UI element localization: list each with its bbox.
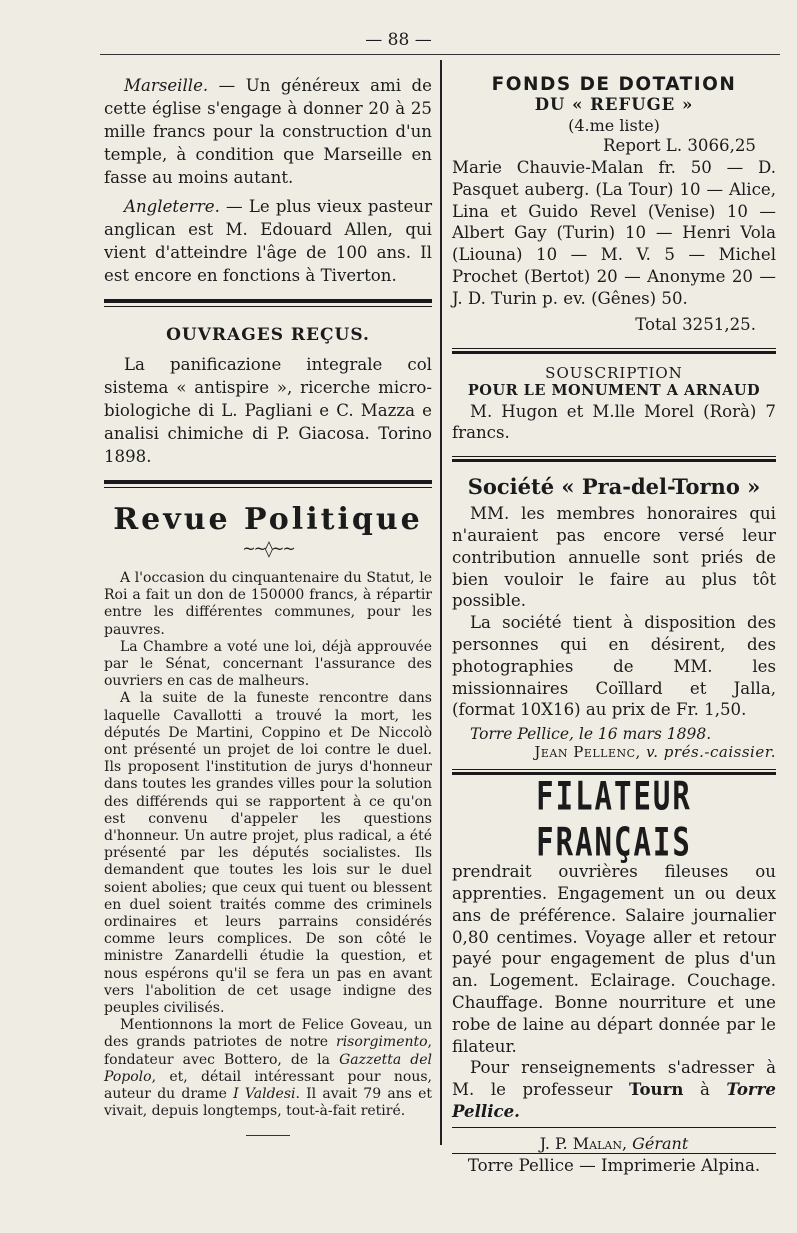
ouvrages-heading: OUVRAGES REÇUS. <box>166 325 370 345</box>
filateur-contact: Pour renseignements s'adresser à M. le professeur Tourn à Torre Pellice. <box>452 1058 776 1121</box>
gerant-line: J. P. Malan, Gérant <box>539 1133 689 1153</box>
fonds-liste: (4.me liste) <box>568 116 660 135</box>
left-column <box>104 74 432 1136</box>
section-rule <box>452 456 776 462</box>
section-rule-thin <box>104 306 432 307</box>
souscription-label: SOUSCRIPTION <box>545 363 683 382</box>
printer-line: Torre Pellice — Imprimerie Alpina. <box>467 1155 761 1175</box>
revue-paragraph: A la suite de la funeste rencontre dans laquelle Cavallotti a trouvé la mort, les députés De Martini, Coppino et De Niccolò ont présenté un projet de loi contre le duel. Ils proposent l'institution de jurys d'honneur dans toutes les grandes villes pour la solution des différends qui se rapportent à ce qu'on est convenu d'appeler les questions d'honneur. Un autre projet, plus radical, a été présenté par les députés socialistes. Ils demandent que toutes les lois sur le duel soient abolies; que ceux qui tuent ou blessent en duel soient traités comme des criminels ordinaires et leurs parrains considérés comme leurs complices. De son côté le ministre Zanardelli étudie la question, et nous espérons qu'il se fera un pas en avant vers l'abolition de cet usage indigne des peuples civilisés. <box>104 690 432 1017</box>
revue-paragraph: La Chambre a voté une loi, déjà approuvée par le Sénat, concernant l'assurance des ouvriers en cas de malheurs. <box>104 638 432 690</box>
fonds-donors: Marie Chauvie-Malan fr. 50 — D. Pasquet auberg. (La Tour) 10 — Alice, Lina et Guido Revel (Venise) 10 — Albert Gay (Turin) 10 — Henri Vola (Liouna) 10 — M. V. 5 — Michel Prochet (Bertot) 20 — Anonyme 20 — J. D. Turin p. ev. (Gênes) 50. <box>452 158 776 308</box>
fonds-total: Total 3251,25. <box>635 314 756 334</box>
societe-title: Société « Pra-del-Torno » <box>467 474 761 500</box>
column-divider <box>440 60 442 1145</box>
ornament: ~~◊~~ <box>242 539 294 558</box>
section-rule <box>452 348 776 354</box>
societe-date: Torre Pellice, le 16 mars 1898. <box>470 725 712 744</box>
societe-paragraph: La société tient à disposition des personnes qui en désirent, des photographies de MM. les missionnaires Coïllard et Jalla, (format 10X16) au prix de Fr. 1,50. <box>452 613 776 720</box>
revue-politique-heading: Revue Politique <box>113 502 423 537</box>
news-item-marseille: Marseille. — Un généreux ami de cette église s'engage à donner 20 à 25 mille francs pour la construction d'un temple, à condition que Marseille en fasse au moins autant. <box>104 76 432 187</box>
societe-paragraph: MM. les membres honoraires qui n'auraient pas encore versé leur contribution annuelle sont priés de bien vouloir le faire au plus tôt possible. <box>452 504 776 611</box>
revue-paragraph-goveau: Mentionnons la mort de Felice Goveau, un des grands patriotes de notre risorgimento, fondateur avec Bottero, de la Gazzetta del Popolo, et, détail intéressant pour nous, auteur du drame I Valdesi. Il avait 79 ans et vivait, depuis longtemps, tout-à-fait retiré. <box>104 1017 432 1120</box>
page-number: — 88 — <box>365 30 432 50</box>
souscription-text: M. Hugon et M.lle Morel (Rorà) 7 francs. <box>452 401 776 443</box>
societe-signature: Jean Pellenc, v. prés.-caissier. <box>534 743 776 762</box>
section-rule <box>104 480 432 484</box>
revue-paragraph: A l'occasion du cinquantenaire du Statut, le Roi a fait un don de 150000 francs, à répartir entre les différentes communes, pour les pauvres. <box>104 570 432 638</box>
section-rule-thin <box>104 487 432 488</box>
footer-rule <box>452 1127 776 1128</box>
end-rule <box>246 1135 290 1136</box>
fonds-report: Report L. 3066,25 <box>603 136 756 155</box>
souscription-title: POUR LE MONUMENT A ARNAUD <box>467 381 761 399</box>
header-rule <box>100 54 780 55</box>
filateur-heading: FILATEUR FRANÇAIS <box>536 773 692 866</box>
filateur-text: prendrait ouvrières fileuses ou apprenties. Engagement un ou deux ans de préférence. Salaire journalier 0,80 centimes. Voyage aller et retour payé pour engagement de plus d'un an. Logement. Eclairage. Couchage. Chauffage. Bonne nourriture et une robe de laine au départ donnée par le filateur. <box>452 862 776 1056</box>
section-rule <box>104 299 432 303</box>
footer-rule <box>452 1153 776 1154</box>
fonds-title: FONDS DE DOTATION <box>491 74 737 95</box>
fonds-subtitle: DU « REFUGE » <box>534 95 694 114</box>
right-column <box>452 74 776 1175</box>
news-item-angleterre: Angleterre. — Le plus vieux pasteur anglican est M. Edouard Allen, qui vient d'atteindre l'âge de 100 ans. Il est encore en fonctions à Tiverton. <box>104 197 432 285</box>
ouvrages-text: La panificazione integrale col sistema « antispire », ricerche micro-biologiche di L. Pagliani e C. Mazza e analisi chimiche di P. Giacosa. Torino 1898. <box>104 355 432 466</box>
